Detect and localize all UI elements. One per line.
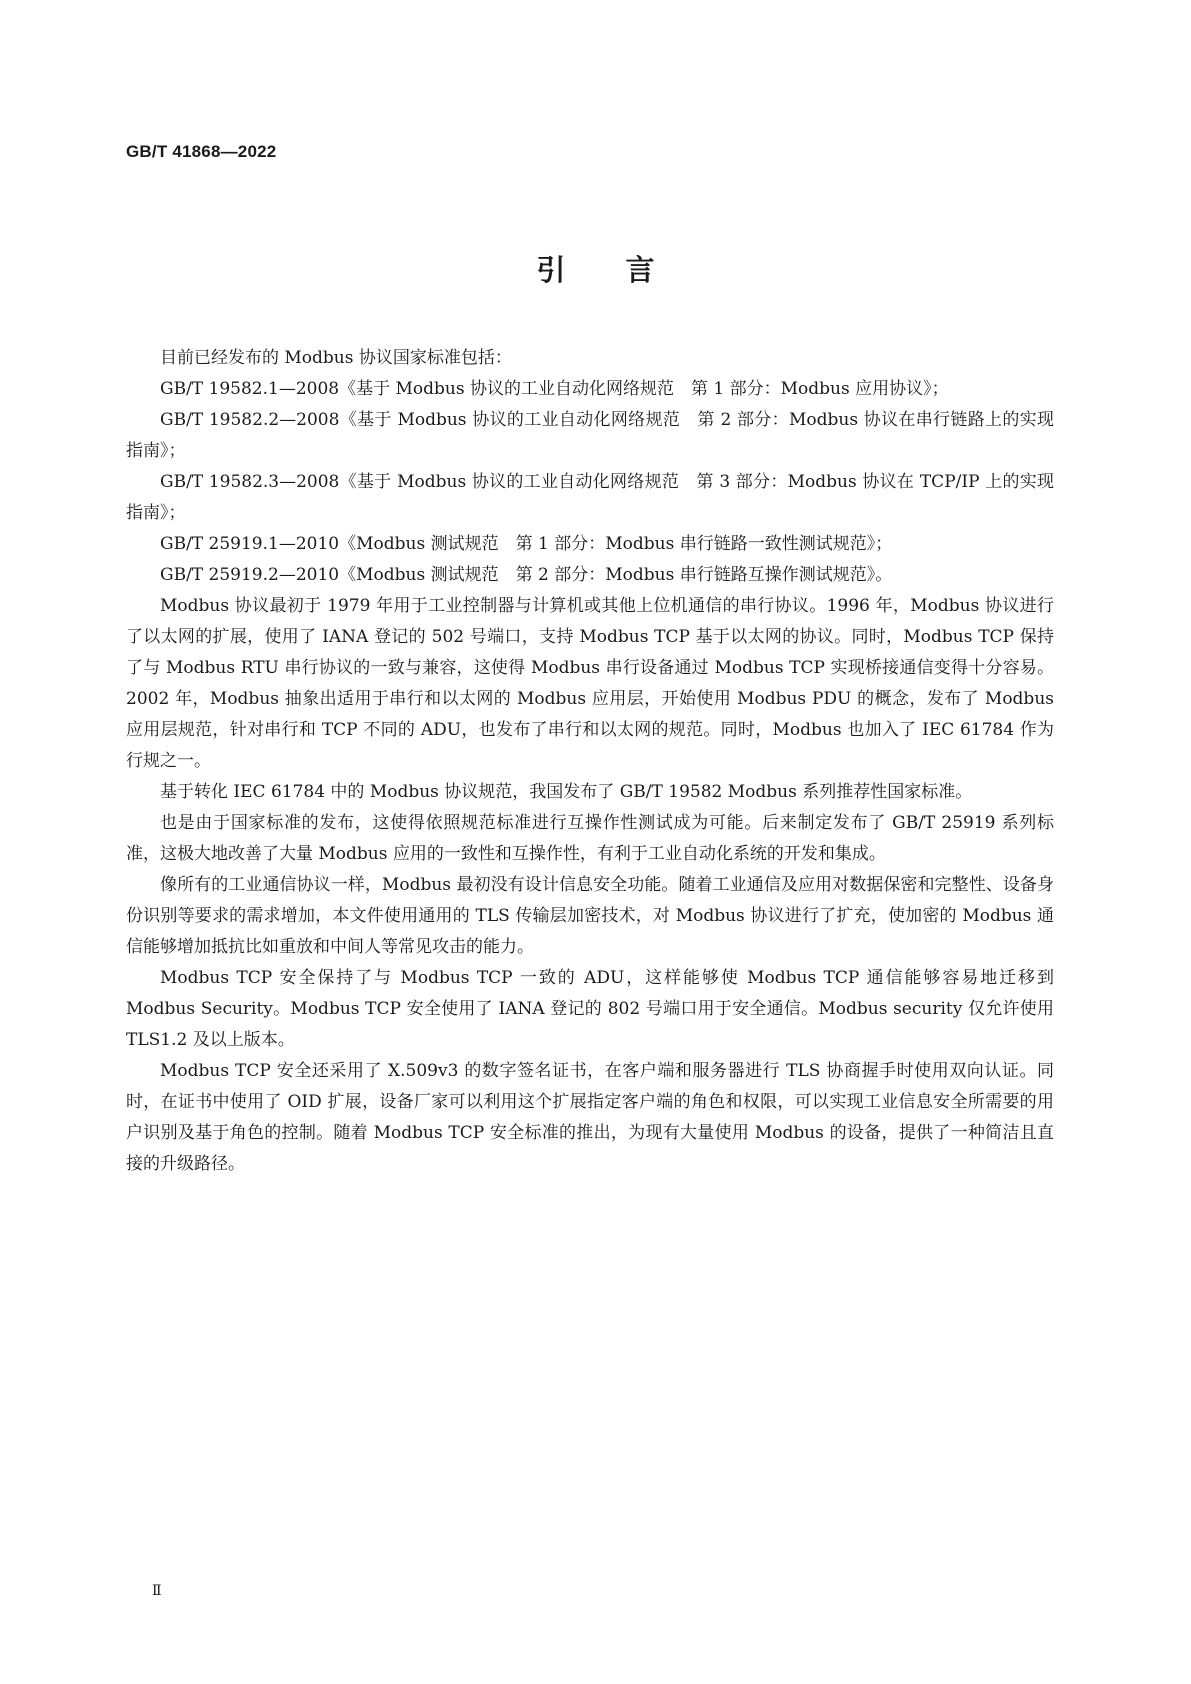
paragraph: GB/T 19582.3—2008《基于 Modbus 协议的工业自动化网络规范 第 3 部分：Modbus 协议在 TCP/IP 上的实现指南》； [126,472,1054,523]
paragraph: GB/T 19582.1—2008《基于 Modbus 协议的工业自动化网络规范 第 1 部分：Modbus 应用协议》； [160,379,949,399]
paragraph: 基于转化 IEC 61784 中的 Modbus 协议规范，我国发布了 GB/T 19582 Modbus 系列推荐性国家标准。 [160,782,973,802]
paragraph: GB/T 25919.1—2010《Modbus 测试规范 第 1 部分：Modbus 串行链路一致性测试规范》； [160,534,893,554]
paragraph: Modbus TCP 安全保持了与 Modbus TCP 一致的 ADU，这样能够使 Modbus TCP 通信能够容易地迁移到 Modbus Security。Modbus TCP 安全使用了 IANA 登记的 802 号端口用于安全通信。Modbus security 仅允许使用 TLS1.2 及以上版本。 [126,968,1054,1050]
paragraph: 像所有的工业通信协议一样，Modbus 最初没有设计信息安全功能。随着工业通信及应用对数据保密和完整性、设备身份识别等要求的需求增加，本文件使用通用的 TLS 传输层加密技术，对 Modbus 协议进行了扩充，使加密的 Modbus 通信能够增加抵抗比如重放和中间人等常见攻击的能力。 [126,875,1054,957]
paragraph: Modbus 协议最初于 1979 年用于工业控制器与计算机或其他上位机通信的串行协议。1996 年，Modbus 协议进行了以太网的扩展，使用了 IANA 登记的 502 号端口，支持 Modbus TCP 基于以太网的协议。同时，Modbus TCP 保持了与 Modbus RTU 串行协议的一致与兼容，这使得 Modbus 串行设备通过 Modbus TCP 实现桥接通信变得十分容易。2002 年，Modbus 抽象出适用于串行和以太网的 Modbus 应用层，开始使用 Modbus PDU 的概念，发布了 Modbus 应用层规范，针对串行和 TCP 不同的 ADU，也发布了串行和以太网的规范。同时，Modbus 也加入了 IEC 61784 作为行规之一。 [126,596,1054,771]
section-title: 引言 [536,253,715,287]
paragraph: 也是由于国家标准的发布，这使得依照规范标准进行互操作性测试成为可能。后来制定发布了 GB/T 25919 系列标准，这极大地改善了大量 Modbus 应用的一致性和互操作性，有利于工业自动化系统的开发和集成。 [126,813,1054,864]
page-number: Ⅱ [152,1583,162,1599]
paragraph: GB/T 25919.2—2010《Modbus 测试规范 第 2 部分：Modbus 串行链路互操作测试规范》。 [160,565,893,585]
paragraph: Modbus TCP 安全还采用了 X.509v3 的数字签名证书，在客户端和服务器进行 TLS 协商握手时使用双向认证。同时，在证书中使用了 OID 扩展，设备厂家可以利用这个扩展指定客户端的角色和权限，可以实现工业信息安全所需要的用户识别及基于角色的控制。随着 Modbus TCP 安全标准的推出，为现有大量使用 Modbus 的设备，提供了一种简洁且直接的升级路径。 [126,1061,1054,1174]
standard-number: GB/T 41868—2022 [126,142,277,161]
body-text [126,343,1054,1180]
paragraph: GB/T 19582.2—2008《基于 Modbus 协议的工业自动化网络规范 第 2 部分：Modbus 协议在串行链路上的实现指南》； [126,410,1054,461]
paragraph: 目前已经发布的 Modbus 协议国家标准包括： [160,348,512,368]
